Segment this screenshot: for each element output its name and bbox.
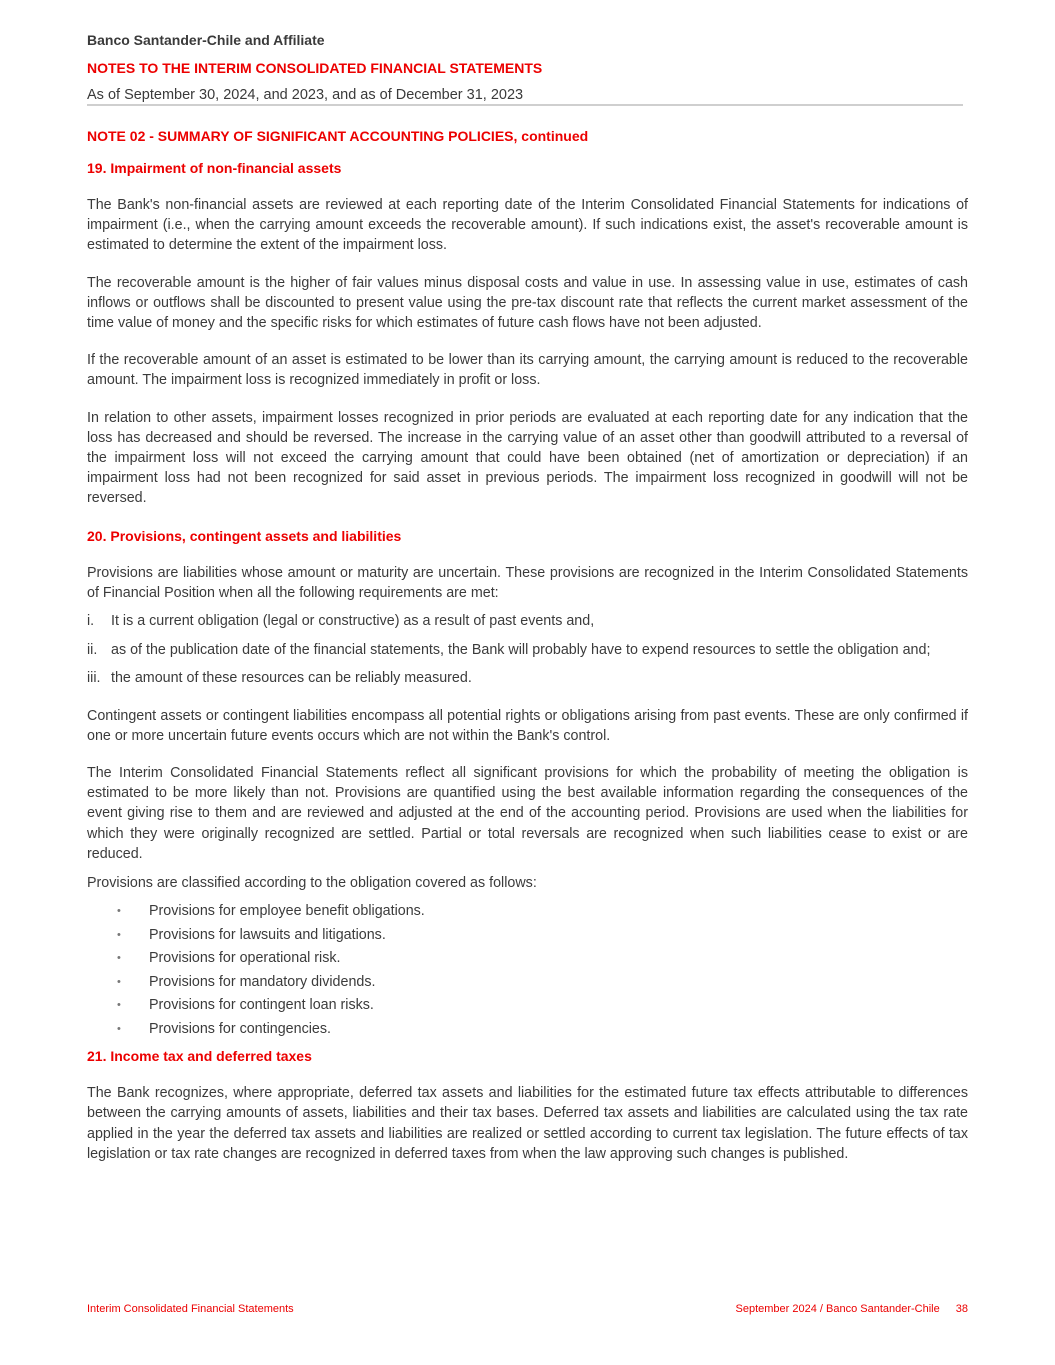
bullet-icon: •: [117, 952, 121, 965]
section-19-paragraph-2: The recoverable amount is the higher of fair values minus disposal costs and value in use. In assessing value in use, estimates of cash inflows or outflows shall be discounted to present value using the pre-tax discount rate that reflects the current market assessment of the time value of money and the specific risks for which estimates of future cash flows have not been adjusted.: [87, 274, 968, 332]
bullet-icon: •: [117, 1022, 121, 1035]
section-19-title: 19. Impairment of non-financial assets: [87, 160, 342, 176]
list-item-text: Provisions for employee benefit obligations.: [149, 903, 425, 920]
list-item-number: iii.: [87, 670, 101, 687]
section-21-title: 21. Income tax and deferred taxes: [87, 1048, 312, 1065]
list-item: [87, 948, 968, 972]
bullet-icon: •: [117, 975, 121, 988]
section-20-paragraph-3: The Interim Consolidated Financial Statements reflect all significant provisions for which the probability of meeting the obligation is estimated to be more likely than not. Provisions are quantified using the best available information regarding the consequences of the event giving rise to them and are reviewed and adjusted at the end of the accounting period. Provisions are used when the liabilities for which they were originally recognized are settled. Partial or total reversals are recognized when such liabilities cease to exist or are reduced.: [87, 765, 968, 862]
list-item-text: Provisions for operational risk.: [149, 950, 341, 967]
list-item: [87, 640, 968, 660]
list-item-text: Provisions for contingent loan risks.: [149, 997, 374, 1014]
page-number: 38: [955, 1303, 968, 1315]
section-19-paragraph-1: The Bank's non-financial assets are reviewed at each reporting date of the Interim Consolidated Financial Statements for indications of impairment (i.e., when the carrying amount exceeds the recoverable amount). If such indications exist, the asset's recoverable amount is estimated to determine the extent of the impairment loss.: [87, 197, 968, 254]
date-line: As of September 30, 2024, and 2023, and as of December 31, 2023: [87, 87, 524, 103]
list-item-number: i.: [87, 613, 95, 630]
requirements-list: [87, 611, 968, 689]
list-item: [87, 901, 968, 925]
list-item-text: Provisions for contingencies.: [149, 1020, 331, 1037]
section-20-title: 20. Provisions, contingent assets and liabilities: [87, 527, 402, 544]
list-item-text: Provisions for lawsuits and litigations.: [149, 926, 386, 943]
list-item: [87, 925, 968, 949]
list-item: [87, 1019, 968, 1043]
section-21-paragraph-1: The Bank recognizes, where appropriate, deferred tax assets and liabilities for the estimated future tax effects attributable to differences between the carrying amounts of assets, liabilities and their tax bases. Deferred tax assets and liabilities are calculated using the tax rate applied in the year the deferred tax assets and liabilities are realized or settled according to current tax legislation. The future effects of tax legislation or tax rate changes are recognized in deferred taxes from when the law approving such changes is published.: [87, 1085, 968, 1162]
list-item-text: It is a current obligation (legal or constructive) as a result of past events and,: [111, 613, 595, 630]
bullet-icon: •: [117, 905, 121, 918]
provisions-list: [87, 901, 968, 1042]
list-item: [87, 972, 968, 996]
section-19-paragraph-3: If the recoverable amount of an asset is estimated to be lower than its carrying amount, the carrying amount is reduced to the recoverable amount. The impairment loss is recognized immediately in profit or loss.: [87, 352, 968, 389]
bullet-icon: •: [117, 928, 121, 941]
document-title: NOTES TO THE INTERIM CONSOLIDATED FINANCIAL STATEMENTS: [87, 60, 543, 76]
note-title: NOTE 02 - SUMMARY OF SIGNIFICANT ACCOUNTING POLICIES, continued: [87, 128, 589, 144]
list-item-text: the amount of these resources can be reliably measured.: [111, 670, 472, 687]
list-item-text: as of the publication date of the financial statements, the Bank will probably have to expend resources to settle the obligation and;: [111, 641, 931, 658]
list-item: [87, 995, 968, 1019]
list-item-text: Provisions for mandatory dividends.: [149, 973, 376, 990]
footer-right-text: September 2024 / Banco Santander-Chile: [735, 1303, 940, 1315]
page-content: [87, 30, 968, 1164]
footer-right: [736, 1302, 969, 1316]
bullet-icon: •: [117, 999, 121, 1012]
list-item-number: ii.: [87, 641, 98, 658]
company-name: Banco Santander-Chile and Affiliate: [87, 32, 325, 48]
list-item: [87, 668, 968, 688]
section-20-paragraph-4: Provisions are classified according to the obligation covered as follows:: [87, 874, 537, 891]
section-19-paragraph-4: In relation to other assets, impairment losses recognized in prior periods are evaluated at each reporting date for any indication that the loss has decreased and should be reversed. The increase in the carrying value of an asset other than goodwill attributed to a reversal of the impairment loss will not exceed the carrying amount that could have been obtained (net of amortization or depreciation) if an impairment loss had not been recognized for said asset in previous periods. The impairment loss recognized in goodwill will not be reversed.: [87, 409, 968, 507]
header-divider: [87, 104, 963, 106]
section-20-paragraph-2: Contingent assets or contingent liabilities encompass all potential rights or obligations arising from past events. These are only confirmed if one or more uncertain future events occurs which are not within the Bank's control.: [87, 707, 968, 744]
section-20-paragraph-1: Provisions are liabilities whose amount or maturity are uncertain. These provisions are recognized in the Interim Consolidated Statements of Financial Position when all the following requirements are met:: [87, 564, 968, 601]
footer-left-text: Interim Consolidated Financial Statements: [87, 1303, 294, 1315]
list-item: [87, 611, 968, 631]
